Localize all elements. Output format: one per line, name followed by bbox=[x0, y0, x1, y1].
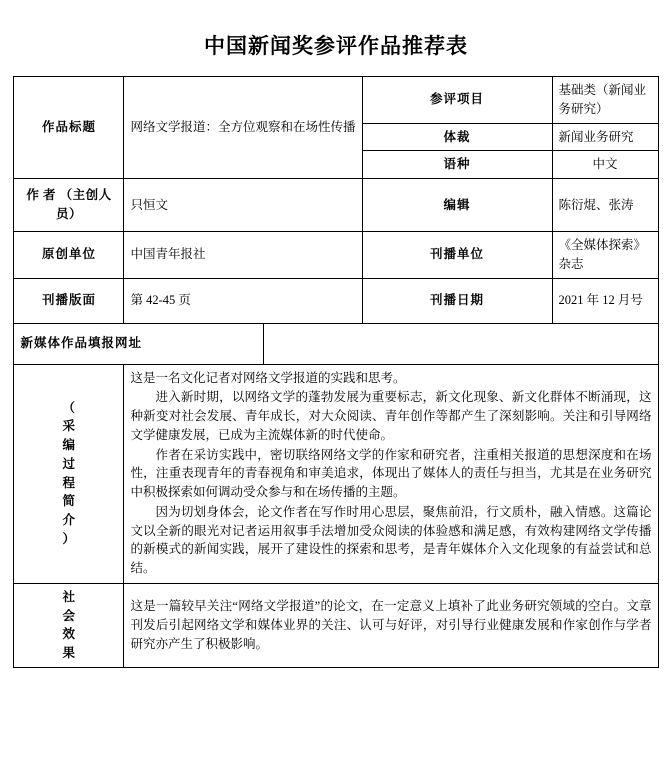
page-title: 中国新闻奖参评作品推荐表 bbox=[204, 34, 468, 58]
publish-page-label: 刊播版面 bbox=[14, 278, 124, 323]
genre-value: 新闻业务研究 bbox=[552, 123, 658, 151]
process-paragraph: 作者在采访实践中，密切联络网络文学的作家和研究者，注重相关报道的思想深度和在场性，注重表现青年的青春视角和审美追求，体现出了媒体人的责任与担当，尤其是在业务研究中积极探索如何调动受众参与和在场传播的主题。 bbox=[130, 447, 652, 499]
process-label-char: 采 bbox=[62, 419, 76, 434]
process-label-char: （ bbox=[62, 400, 76, 415]
effect-label-char: 社 bbox=[62, 589, 76, 604]
publish-unit-label: 刊播单位 bbox=[362, 232, 552, 279]
new-media-url-label: 新媒体作品填报网址 bbox=[14, 323, 264, 364]
original-unit-value: 中国青年报社 bbox=[124, 232, 362, 279]
effect-paragraph: 这是一篇较早关注“网络文学报道”的论文，在一定意义上填补了此业务研究领域的空白。文章刊发后引起网络文学和媒体业界的关注、认可与好评，对引导行业健康发展和作家创作与学者研究亦产生了积极影响。 bbox=[130, 599, 652, 651]
process-label-char: ） bbox=[62, 531, 76, 546]
category-value: 基础类（新闻业务研究） bbox=[552, 77, 658, 124]
social-effect-text bbox=[124, 583, 658, 667]
publish-date-label: 刊播日期 bbox=[362, 278, 552, 323]
process-label-char: 介 bbox=[62, 513, 76, 528]
editor-value: 陈衍焜、张涛 bbox=[552, 179, 658, 232]
category-label: 参评项目 bbox=[362, 77, 552, 124]
effect-label-char: 效 bbox=[62, 627, 76, 642]
language-label: 语种 bbox=[362, 151, 552, 179]
process-label-char: 编 bbox=[62, 438, 76, 453]
table-row bbox=[14, 364, 658, 583]
publish-date-value: 2021 年 12 月号 bbox=[552, 278, 658, 323]
process-summary-text bbox=[124, 364, 658, 583]
recommendation-form-table bbox=[13, 76, 658, 668]
process-paragraph: 进入新时期，以网络文学的蓬勃发展为重要标志，新文化现象、新文化群体不断涌现，这种新变对社会发展、青年成长，对大众阅读、青年创作等都产生了深刻影响。关注和引导网络文学健康发展，已成为主流媒体新的时代使命。 bbox=[130, 390, 652, 442]
process-summary-label bbox=[14, 364, 124, 583]
publish-page-value: 第 42-45 页 bbox=[124, 278, 362, 323]
table-row bbox=[14, 278, 658, 323]
publish-unit-value: 《全媒体探索》杂志 bbox=[552, 232, 658, 279]
process-paragraph: 因为切划身体会，论文作者在写作时用心思层，聚焦前沿，行文质朴，融入情感。这篇论文以全新的眼光对记者运用叙事手法增加受众阅读的体验感和满足感，有效构建网络文学传播的新模式的新闻实践，展开了建设性的探索和思考，是青年媒体介入文化现象的有益尝试和总结。 bbox=[130, 504, 652, 575]
effect-label-char: 果 bbox=[62, 646, 76, 660]
table-row bbox=[14, 179, 658, 232]
effect-label-char: 会 bbox=[62, 608, 76, 623]
new-media-url-value bbox=[264, 323, 658, 364]
table-row bbox=[14, 323, 658, 364]
table-row bbox=[14, 232, 658, 279]
editor-label: 编辑 bbox=[362, 179, 552, 232]
language-value: 中文 bbox=[552, 151, 658, 179]
work-title-label: 作品标题 bbox=[14, 77, 124, 179]
author-value: 只恒文 bbox=[124, 179, 362, 232]
table-row bbox=[14, 77, 658, 124]
process-paragraph: 这是一名文化记者对网络文学报道的实践和思考。 bbox=[130, 370, 406, 385]
author-label-sub: （主创人员） bbox=[55, 188, 112, 221]
original-unit-label: 原创单位 bbox=[14, 232, 124, 279]
table-row bbox=[14, 583, 658, 667]
social-effect-label bbox=[14, 583, 124, 667]
process-label-char: 过 bbox=[62, 456, 76, 471]
process-label-char: 程 bbox=[62, 475, 76, 490]
author-label bbox=[14, 179, 124, 232]
author-label-main: 作 者 bbox=[26, 188, 56, 203]
genre-label: 体裁 bbox=[362, 123, 552, 151]
work-title-value: 网络文学报道：全方位观察和在场性传播 bbox=[124, 77, 362, 179]
process-label-char: 简 bbox=[62, 494, 76, 509]
